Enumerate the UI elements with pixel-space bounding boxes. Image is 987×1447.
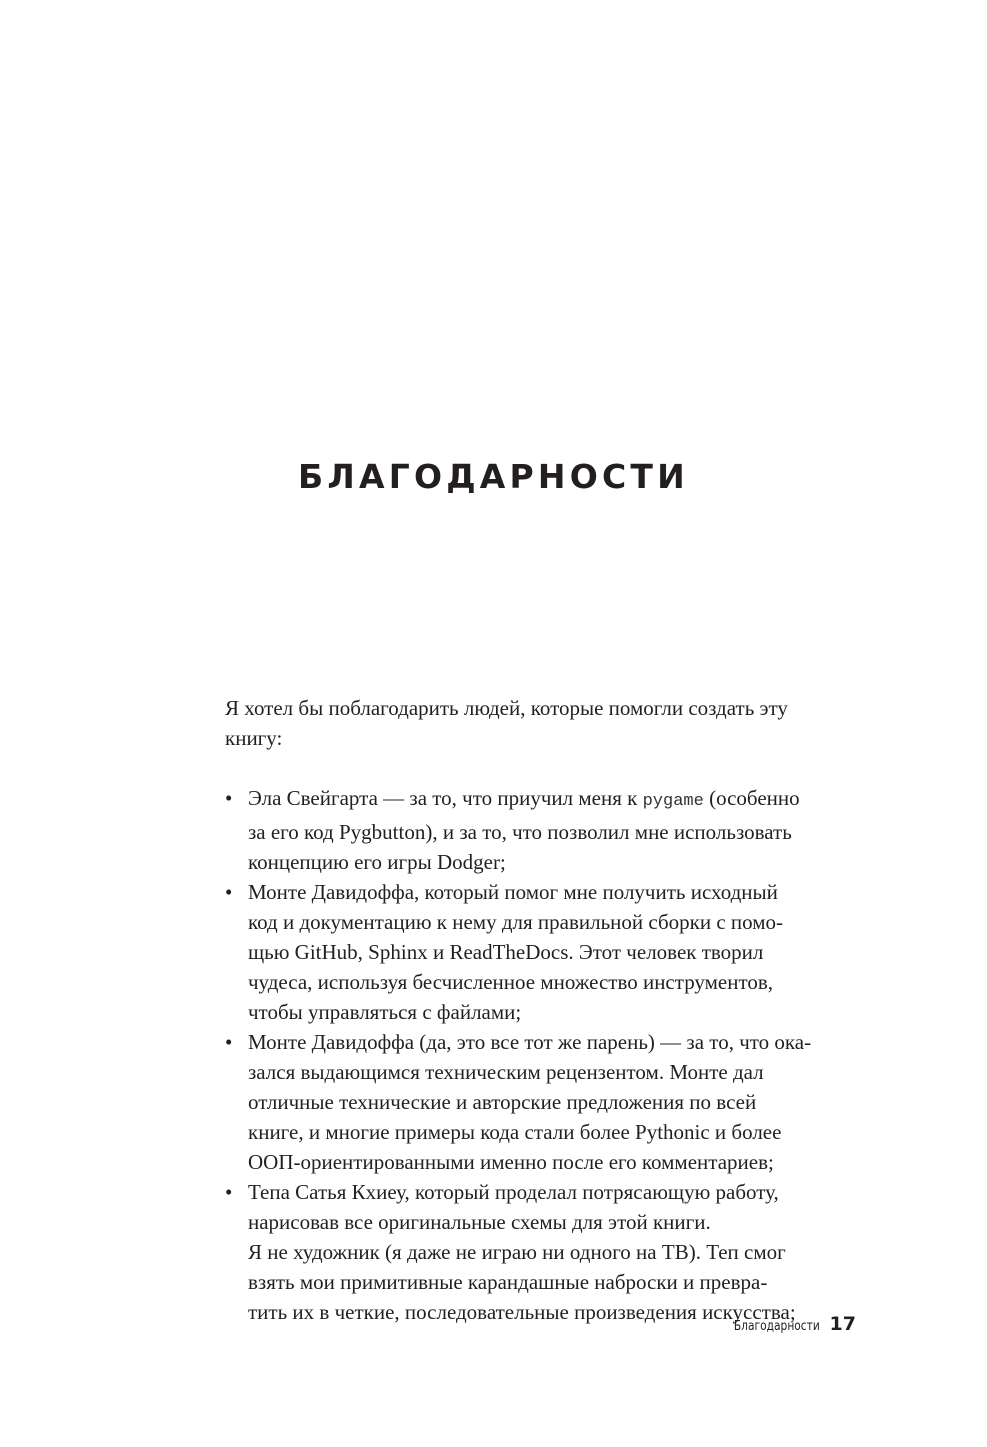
inline-code: pygame [642,792,704,811]
bullet-icon: • [225,880,233,904]
item-line: взять мои примитивные карандашные наброски и превра- [248,1270,768,1294]
item-line: чтобы управляться с файлами; [248,1000,522,1024]
item-line: щью GitHub, Sphinx и ReadTheDocs. Этот человек творил [248,940,764,964]
item-line: отличные технические и авторские предложения по всей [248,1090,757,1114]
item-line: Монте Давидоффа (да, это все тот же парень) — за то, что ока- [248,1030,812,1054]
running-head: Благодарности [733,1319,820,1334]
item-text: Эла Свейгарта — за то, что приучил меня к [248,786,643,810]
acknowledgements-list [225,783,865,1327]
bullet-icon: • [225,786,233,810]
item-line: чудеса, используя бесчисленное множество инструментов, [248,970,774,994]
body-text [225,693,865,1327]
item-line: зался выдающимся техническим рецензентом. Монте дал [248,1060,764,1084]
item-line: Тепа Сатья Кхиеу, который проделал потрясающую работу, [248,1180,779,1204]
list-item [225,1027,865,1177]
item-line [248,783,865,817]
item-text: (особенно [703,786,800,810]
list-item [225,877,865,1027]
item-line: за его код Pygbutton), и за то, что позволил мне использовать [248,820,792,844]
list-item [225,783,865,877]
list-item [225,1177,865,1327]
intro-line: Я хотел бы поблагодарить людей, которые помогли создать эту [225,696,788,720]
bullet-icon: • [225,1030,233,1054]
item-line: Я не художник (я даже не играю ни одного на ТВ). Теп смог [248,1240,786,1264]
item-line: нарисовав все оригинальные схемы для этой книги. [248,1210,711,1234]
item-line: книге, и многие примеры кода стали более Pythonic и более [248,1120,782,1144]
page-number: 17 [829,1313,856,1335]
intro-line: книгу: [225,726,283,750]
item-line: концепцию его игры Dodger; [248,850,506,874]
intro-paragraph [225,693,865,753]
item-line: ООП-ориентированными именно после его комментариев; [248,1150,774,1174]
chapter-title: БЛАГОДАРНОСТИ [298,457,689,496]
bullet-icon: • [225,1180,233,1204]
page-footer [715,1313,856,1341]
item-line: тить их в четкие, последовательные произведения искусства; [248,1300,796,1324]
item-line: код и документацию к нему для правильной сборки с помо- [248,910,784,934]
item-line: Монте Давидоффа, который помог мне получить исходный [248,880,778,904]
